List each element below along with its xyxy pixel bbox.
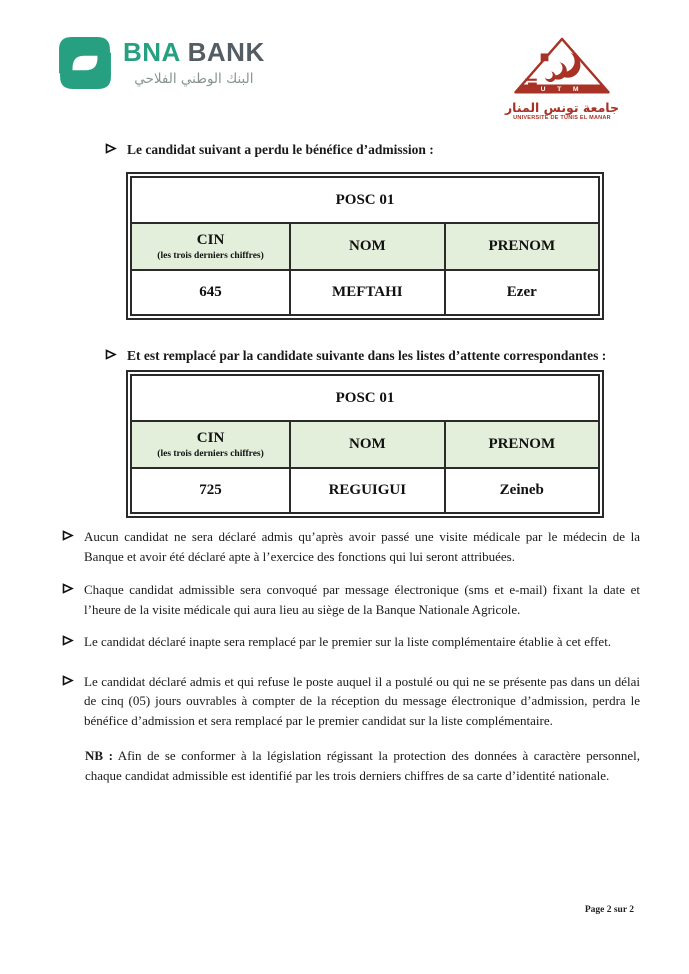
nb-text: Afin de se conformer à la législation régissant la protection des données à caractère personnel, chaque candidat admissible est identifié par les trois derniers chiffres de sa carte d’identité nationale. — [85, 748, 640, 783]
table-lost-admission — [126, 172, 604, 320]
bna-name-part2: BANK — [187, 37, 265, 67]
table2-header-prenom: PRENOM — [445, 421, 599, 468]
table1-cell-prenom: Ezer — [445, 270, 599, 315]
table1-header-cin — [131, 223, 290, 270]
utm-french-name: UNIVERSITÉ DE TUNIS EL MANAR — [513, 115, 611, 122]
bna-logo-text — [123, 39, 265, 87]
bna-bank-name — [123, 39, 265, 65]
bullet-inapte-text: Le candidat déclaré inapte sera remplacé par le premier sur la liste complémentaire établie à cet effet. — [84, 634, 612, 649]
bullet-arrow-icon — [62, 632, 84, 652]
utm-logo-icon — [510, 36, 614, 100]
page-number: Page 2 sur 2 — [584, 905, 634, 915]
table1-header-cin-note: (les trois derniers chiffres) — [157, 250, 264, 261]
bullet-arrow-icon — [105, 346, 127, 365]
bullet-replacement-text: Et est remplacé par la candidate suivante dans les listes d’attente correspondantes : — [127, 348, 607, 363]
table2-header-cin-note: (les trois derniers chiffres) — [157, 448, 264, 459]
document-body — [62, 140, 640, 785]
bullet-lost-admission-text: Le candidat suivant a perdu le bénéfice d’admission : — [127, 142, 434, 157]
bullet-replacement — [105, 346, 640, 365]
bullet-arrow-icon — [62, 672, 84, 731]
bullet-inapte — [62, 632, 640, 652]
table2-cell-nom: REGUIGUI — [290, 468, 444, 513]
bna-name-part1: BNA — [123, 37, 180, 67]
bullet-refus-poste — [62, 672, 640, 731]
bullet-convocation-text: Chaque candidat admissible sera convoqué par message électronique (sms et e-mail) fixant la date et l’heure de la visite médicale qui aura lieu au siège de la Banque Nationale Agricole. — [84, 582, 640, 617]
table1-cell-cin: 645 — [131, 270, 290, 315]
table2-cell-cin: 725 — [131, 468, 290, 513]
utm-university-logo — [491, 36, 633, 121]
bullet-refus-poste-text: Le candidat déclaré admis et qui refuse le poste auquel il a postulé ou qui ne se présente pas dans un délai de cinq (05) jours ouvrables à compter de la réception du message électronique d’admission, perdra le bénéfice d’admission et sera remplacé par le premier candidat sur la liste complémentaire. — [84, 673, 640, 728]
table2-group-title: POSC 01 — [131, 375, 599, 421]
table2-header-cin — [131, 421, 290, 468]
bna-bank-logo — [58, 36, 265, 90]
table1-header-cin-label: CIN — [196, 231, 225, 248]
bullet-medical-visit-text: Aucun candidat ne sera déclaré admis qu’après avoir passé une visite médicale par le médecin de la Banque et avoir été déclaré apte à l’exercice des fonctions qui lui seront attribuées. — [84, 529, 640, 564]
bullet-arrow-icon — [62, 527, 84, 566]
bna-logo-icon — [58, 36, 112, 90]
table1-group-title: POSC 01 — [131, 177, 599, 223]
bullet-medical-visit — [62, 527, 640, 566]
table2-cell-prenom: Zeineb — [445, 468, 599, 513]
utm-letters: U T M — [540, 85, 584, 93]
nb-label: NB : — [85, 748, 113, 763]
utm-arabic-name: جامعة تونس المنار — [504, 100, 620, 115]
table2-header-nom: NOM — [290, 421, 444, 468]
table-row — [131, 468, 599, 513]
bullet-arrow-icon — [62, 580, 84, 619]
bullet-convocation — [62, 580, 640, 619]
table1-cell-nom: MEFTAHI — [290, 270, 444, 315]
table-replacement — [126, 370, 604, 518]
table-row — [131, 270, 599, 315]
table2-header-cin-label: CIN — [196, 429, 225, 446]
bullet-lost-admission — [105, 140, 640, 159]
bullet-arrow-icon — [105, 140, 127, 159]
document-header — [58, 36, 633, 121]
bna-arabic-name: البنك الوطني الفلاحي — [134, 71, 254, 87]
table1-header-nom: NOM — [290, 223, 444, 270]
nb-note — [85, 746, 640, 785]
table1-header-prenom: PRENOM — [445, 223, 599, 270]
